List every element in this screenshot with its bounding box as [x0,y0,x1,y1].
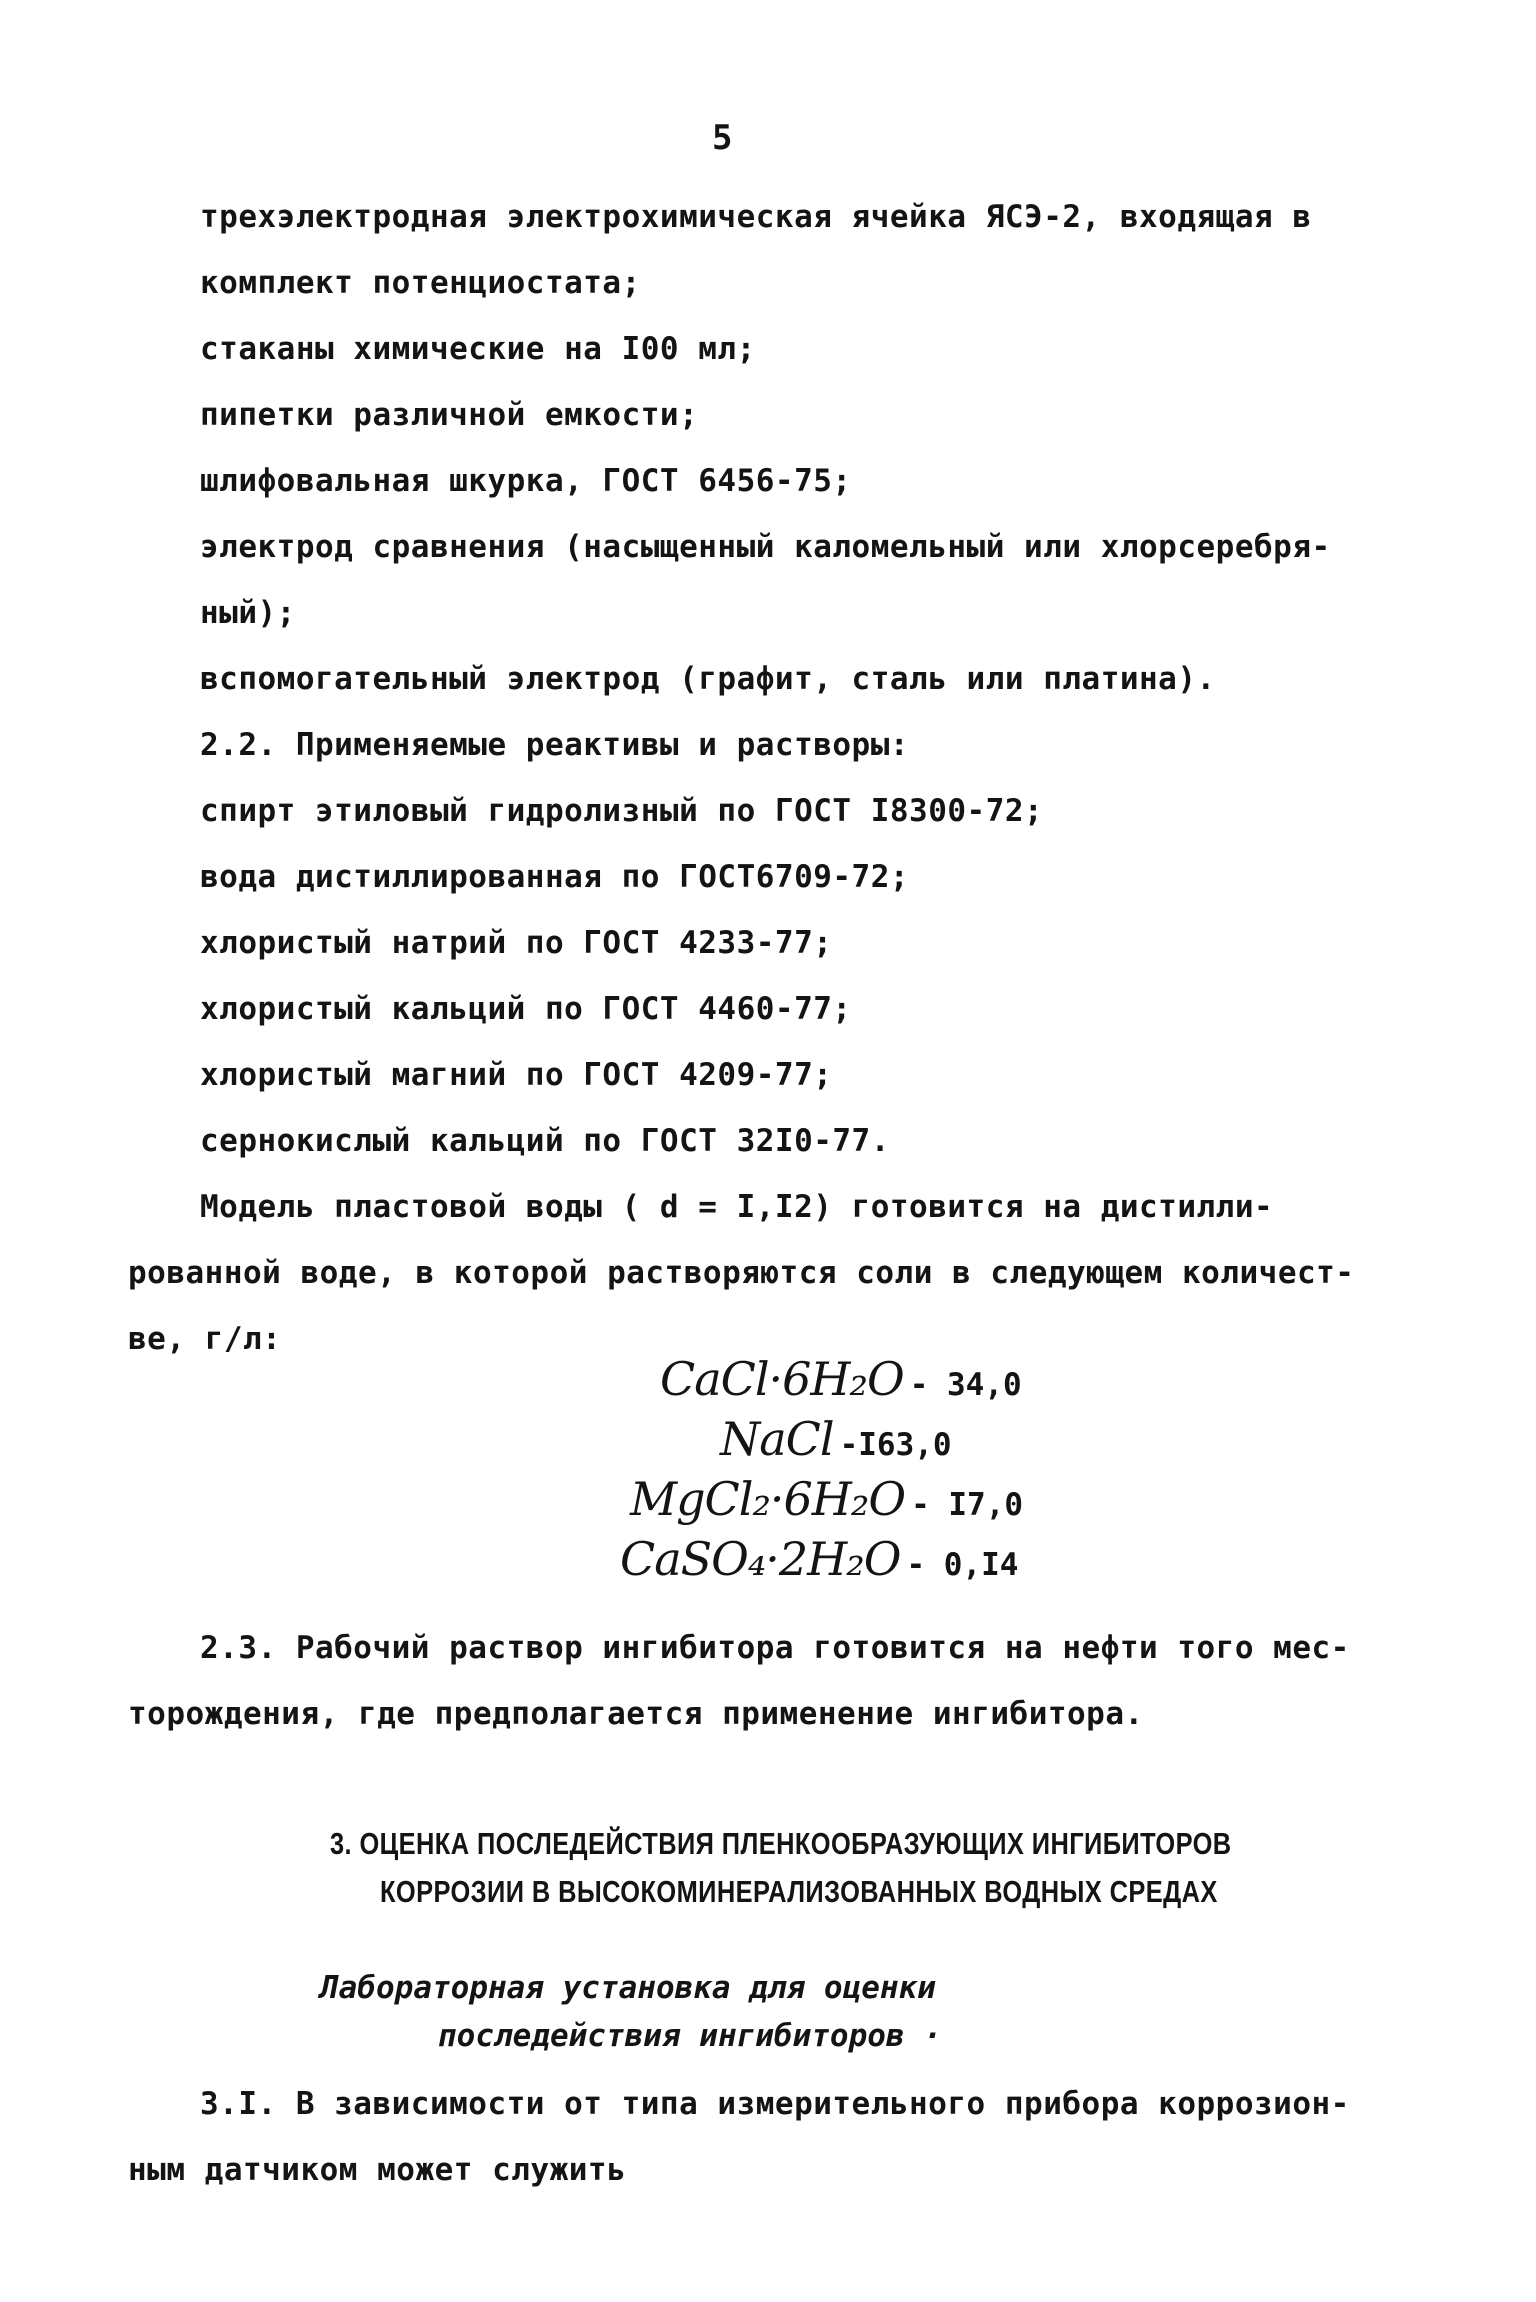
subsection-title-line1: Лабораторная установка для оценки [320,1970,936,2006]
text-line: сернокислый кальций по ГОСТ 32I0-77. [200,1123,890,1159]
formula-amount: -I63,0 [839,1427,952,1463]
page-number: 5 [712,118,733,158]
formula-row [660,1352,1022,1406]
text-line: стаканы химические на I00 мл; [200,331,756,367]
text-line: пипетки различной емкости; [200,397,699,433]
text-line: вспомогательный электрод (графит, сталь или платина). [200,661,1216,697]
text-line: торождения, где предполагается применение ингибитора. [128,1696,1144,1732]
text-line: электрод сравнения (насыщенный каломельный или хлорсеребря- [200,529,1331,565]
text-line: ве, г/л: [128,1321,282,1357]
text-line: ным датчиком может служить [128,2152,627,2188]
formula-compound: NaCl [720,1412,834,1466]
formula-row [630,1472,1023,1526]
text-line: хлористый магний по ГОСТ 4209-77; [200,1057,833,1093]
section-3-title-line2: КОРРОЗИИ В ВЫСОКОМИНЕРАЛИЗОВАННЫХ ВОДНЫХ СРЕДАХ [380,1874,1218,1909]
formula-amount: - 0,I4 [906,1547,1019,1583]
formula-compound: CaCl·6H₂O [660,1352,904,1406]
text-line: рованной воде, в которой растворяются соли в следующем количест- [128,1255,1355,1291]
text-line: хлористый натрий по ГОСТ 4233-77; [200,925,833,961]
text-line: ный); [200,595,296,631]
text-line: трехэлектродная электрохимическая ячейка ЯСЭ-2, входящая в [200,199,1312,235]
formula-compound: MgCl₂·6H₂O [630,1472,906,1526]
text-line: Модель пластовой воды ( d = I,I2) готовится на дистилли- [200,1189,1274,1225]
formula-compound: CaSO₄·2H₂O [620,1532,901,1586]
section-2-3-text: 2.3. Рабочий раствор ингибитора готовится на нефти того мес- [200,1630,1350,1666]
section-2-2-heading: 2.2. Применяемые реактивы и растворы: [200,727,910,763]
section-3-1-text: 3.I. В зависимости от типа измерительного прибора коррозион- [200,2086,1350,2122]
text-line: шлифовальная шкурка, ГОСТ 6456-75; [200,463,852,499]
formula-row [620,1532,1018,1586]
section-3-title-line1: 3. ОЦЕНКА ПОСЛЕДЕЙСТВИЯ ПЛЕНКООБРАЗУЮЩИХ ИНГИБИТОРОВ [330,1826,1232,1861]
text-line: вода дистиллированная по ГОСТ6709-72; [200,859,910,895]
text-line: спирт этиловый гидролизный по ГОСТ I8300-72; [200,793,1044,829]
formula-amount: - 34,0 [909,1367,1022,1403]
formula-row [720,1412,952,1466]
subsection-title-line2: последействия ингибиторов · [438,2018,942,2054]
text-line: комплект потенциостата; [200,265,641,301]
text-line: хлористый кальций по ГОСТ 4460-77; [200,991,852,1027]
formula-amount: - I7,0 [911,1487,1024,1523]
